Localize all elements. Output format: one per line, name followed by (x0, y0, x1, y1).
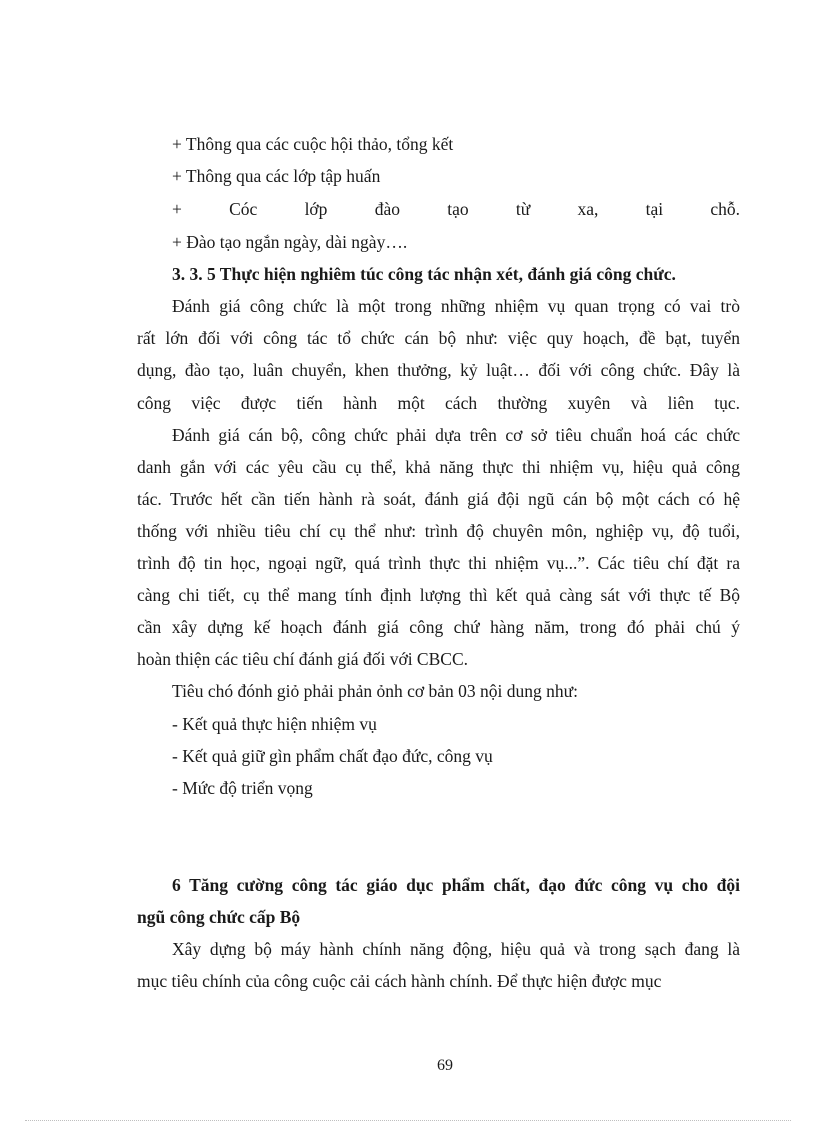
paragraph-line: cần xây dựng kế hoạch đánh giá công chứ hàng năm, trong đó phải chú ý (137, 617, 740, 637)
list-item: - Mức độ triển vọng (172, 778, 313, 798)
bullet-line: + Đào tạo ngắn ngày, dài ngày…. (172, 232, 408, 252)
paragraph-line: công việc được tiến hành một cách thường xuyên và liên tục. (137, 393, 740, 413)
paragraph-line: Đánh giá cán bộ, công chức phải dựa trên cơ sở tiêu chuẩn hoá các chức (172, 425, 740, 445)
section-heading: 6 Tăng cường công tác giáo dục phẩm chất, đạo đức công vụ cho đội (172, 875, 740, 895)
section-heading: ngũ công chức cấp Bộ (137, 907, 301, 927)
bullet-line: + Cóc lớp đào tạo từ xa, tại chỗ. (172, 199, 740, 219)
paragraph-line: thống với nhiều tiêu chí cụ thể như: trình độ chuyên môn, nghiệp vụ, độ tuổi, (137, 521, 740, 541)
paragraph-line: trình độ tin học, ngoại ngữ, quá trình thực thi nhiệm vụ...”. Các tiêu chí đặt ra (137, 553, 740, 573)
paragraph-line: mục tiêu chính của công cuộc cải cách hành chính. Để thực hiện được mục (137, 971, 662, 991)
paragraph-line: tác. Trước hết cần tiến hành rà soát, đánh giá đội ngũ cán bộ một cách có hệ (137, 489, 740, 509)
paragraph-line: dụng, đào tạo, luân chuyển, khen thưởng, kỷ luật… đối với công chức. Đây là (137, 360, 740, 380)
paragraph-line: Đánh giá công chức là một trong những nhiệm vụ quan trọng có vai trò (172, 296, 740, 316)
paragraph-line: Tiêu chó đónh giỏ phải phản ỏnh cơ bản 03 nội dung như: (172, 681, 578, 701)
page-number: 69 (437, 1057, 453, 1074)
list-item: - Kết quả thực hiện nhiệm vụ (172, 714, 377, 734)
bullet-line: + Thông qua các lớp tập huấn (172, 166, 381, 186)
list-item: - Kết quả giữ gìn phẩm chất đạo đức, công vụ (172, 746, 493, 766)
section-heading: 3. 3. 5 Thực hiện nghiêm túc công tác nhận xét, đánh giá công chức. (172, 264, 676, 284)
paragraph-line: hoàn thiện các tiêu chí đánh giá đối với CBCC. (137, 649, 468, 669)
paragraph-line: rất lớn đối với công tác tổ chức cán bộ như: việc quy hoạch, đề bạt, tuyển (137, 328, 740, 348)
paragraph-line: càng chi tiết, cụ thể mang tính định lượng thì kết quả càng sát với thực tế Bộ (137, 585, 740, 605)
bullet-line: + Thông qua các cuộc hội thảo, tổng kết (172, 134, 454, 154)
paragraph-line: Xây dựng bộ máy hành chính năng động, hiệu quả và trong sạch đang là (172, 939, 740, 959)
page-bottom-divider (25, 1120, 791, 1121)
paragraph-line: danh gắn với các yêu cầu cụ thể, khả năng thực thi nhiệm vụ, hiệu quả công (137, 457, 740, 477)
